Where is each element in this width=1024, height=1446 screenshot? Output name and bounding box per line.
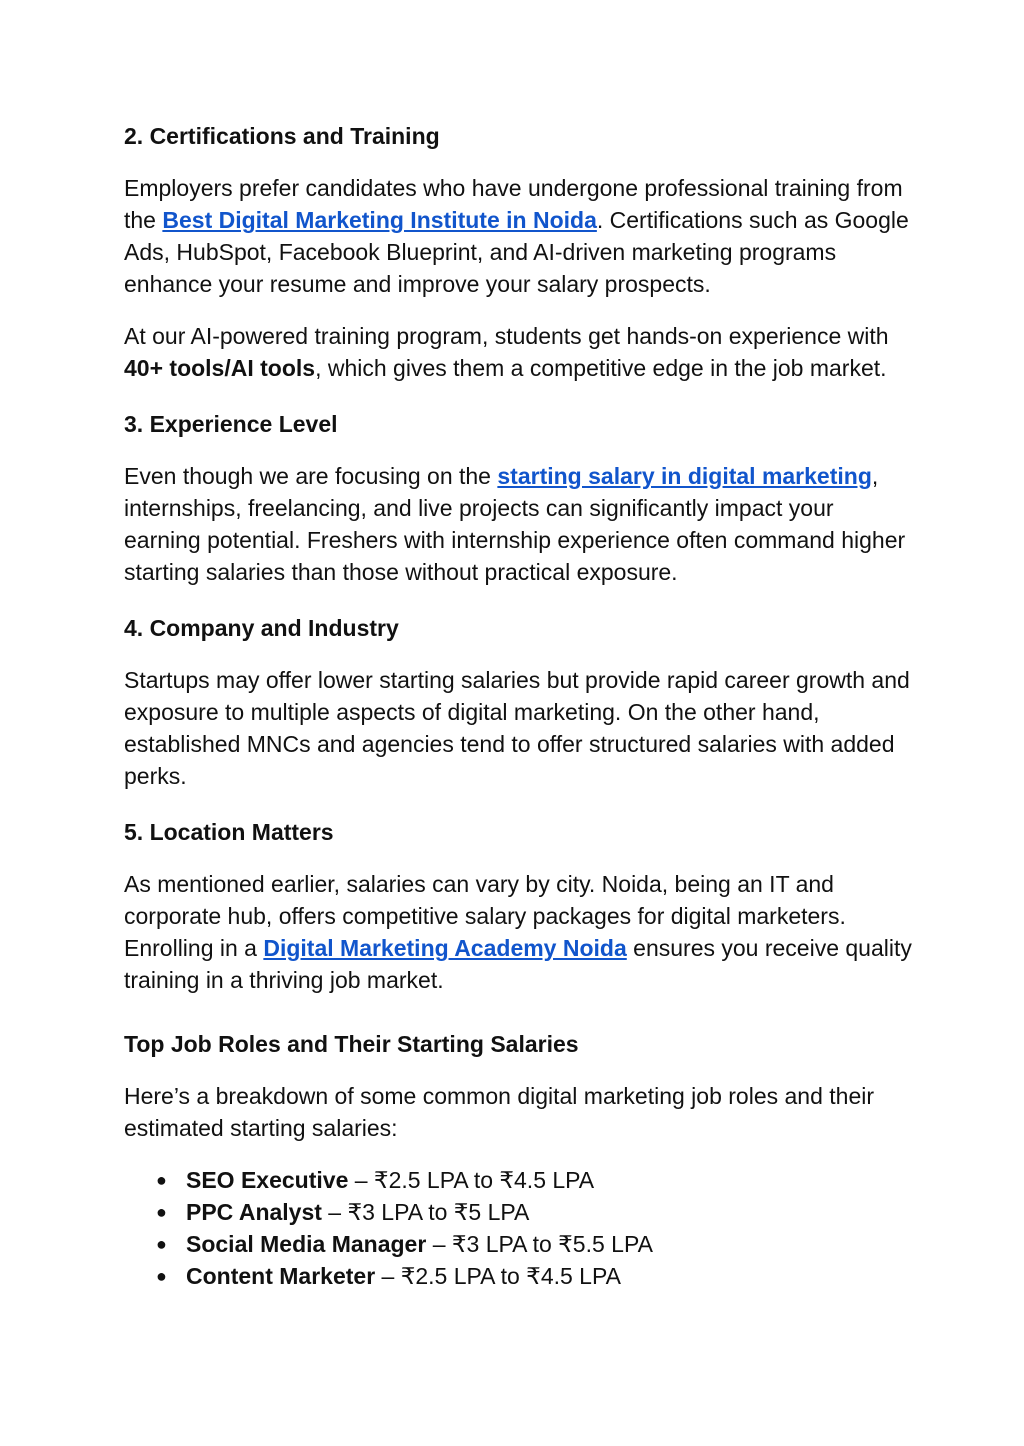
heading-job-roles: Top Job Roles and Their Starting Salaries [124, 1031, 579, 1057]
paragraph-text: . Certifications such as Google Ads, HubSpot, Facebook Blueprint, and AI-driven marketing programs enhance your resume and improve your salary prospects. [124, 207, 909, 297]
list-item [156, 1196, 914, 1228]
paragraph-text: At our AI-powered training program, students get hands-on experience with [124, 323, 889, 349]
role-salary: – ₹2.5 LPA to ₹4.5 LPA [375, 1263, 621, 1289]
list-item [156, 1260, 914, 1292]
link-academy-noida[interactable]: Digital Marketing Academy Noida [263, 935, 627, 961]
paragraph-company: Startups may offer lower starting salaries but provide rapid career growth and exposure to multiple aspects of digital marketing. On the other hand, established MNCs and agencies tend to offer structured salaries with added perks. [124, 667, 910, 789]
paragraph-training-program [124, 320, 914, 384]
bullet-icon: ● [156, 1234, 167, 1254]
paragraph-text: ensures you receive quality training in a thriving job market. [124, 935, 912, 993]
list-item [156, 1228, 914, 1260]
bullet-icon: ● [156, 1202, 167, 1222]
heading-certifications: 2. Certifications and Training [124, 123, 440, 149]
role-name: Social Media Manager [186, 1231, 427, 1257]
role-salary: – ₹3 LPA to ₹5 LPA [321, 1199, 530, 1225]
paragraph-text: , which gives them a competitive edge in the job market. [315, 355, 887, 381]
role-name: PPC Analyst [186, 1199, 322, 1225]
list-item [156, 1164, 914, 1196]
role-salary: – ₹3 LPA to ₹5.5 LPA [426, 1231, 653, 1257]
paragraph-location [124, 868, 914, 996]
role-salary: – ₹2.5 LPA to ₹4.5 LPA [348, 1167, 595, 1193]
paragraph-experience [124, 460, 914, 588]
paragraph-certifications [124, 172, 914, 300]
heading-experience: 3. Experience Level [124, 411, 338, 437]
link-starting-salary[interactable]: starting salary in digital marketing [497, 463, 872, 489]
link-best-institute[interactable]: Best Digital Marketing Institute in Noida [162, 207, 597, 233]
document-page [124, 120, 914, 1292]
heading-company: 4. Company and Industry [124, 615, 399, 641]
paragraph-roles-intro: Here’s a breakdown of some common digital marketing job roles and their estimated starting salaries: [124, 1083, 875, 1141]
paragraph-text: Employers prefer candidates who have undergone professional training from the [124, 175, 903, 233]
paragraph-text: , internships, freelancing, and live projects can significantly impact your earning potential. Freshers with internship experience often command higher starting salaries than those without practical exposure. [124, 463, 906, 585]
job-roles-list [124, 1164, 914, 1292]
heading-location: 5. Location Matters [124, 819, 334, 845]
paragraph-text: Even though we are focusing on the [124, 463, 498, 489]
role-name: Content Marketer [186, 1263, 376, 1289]
bold-tools-count: 40+ tools/AI tools [124, 355, 316, 381]
paragraph-text: As mentioned earlier, salaries can vary by city. Noida, being an IT and corporate hub, offers competitive salary packages for digital marketers. Enrolling in a [124, 871, 846, 961]
bullet-icon: ● [156, 1266, 167, 1286]
bullet-icon: ● [156, 1170, 167, 1190]
role-name: SEO Executive [186, 1167, 349, 1193]
